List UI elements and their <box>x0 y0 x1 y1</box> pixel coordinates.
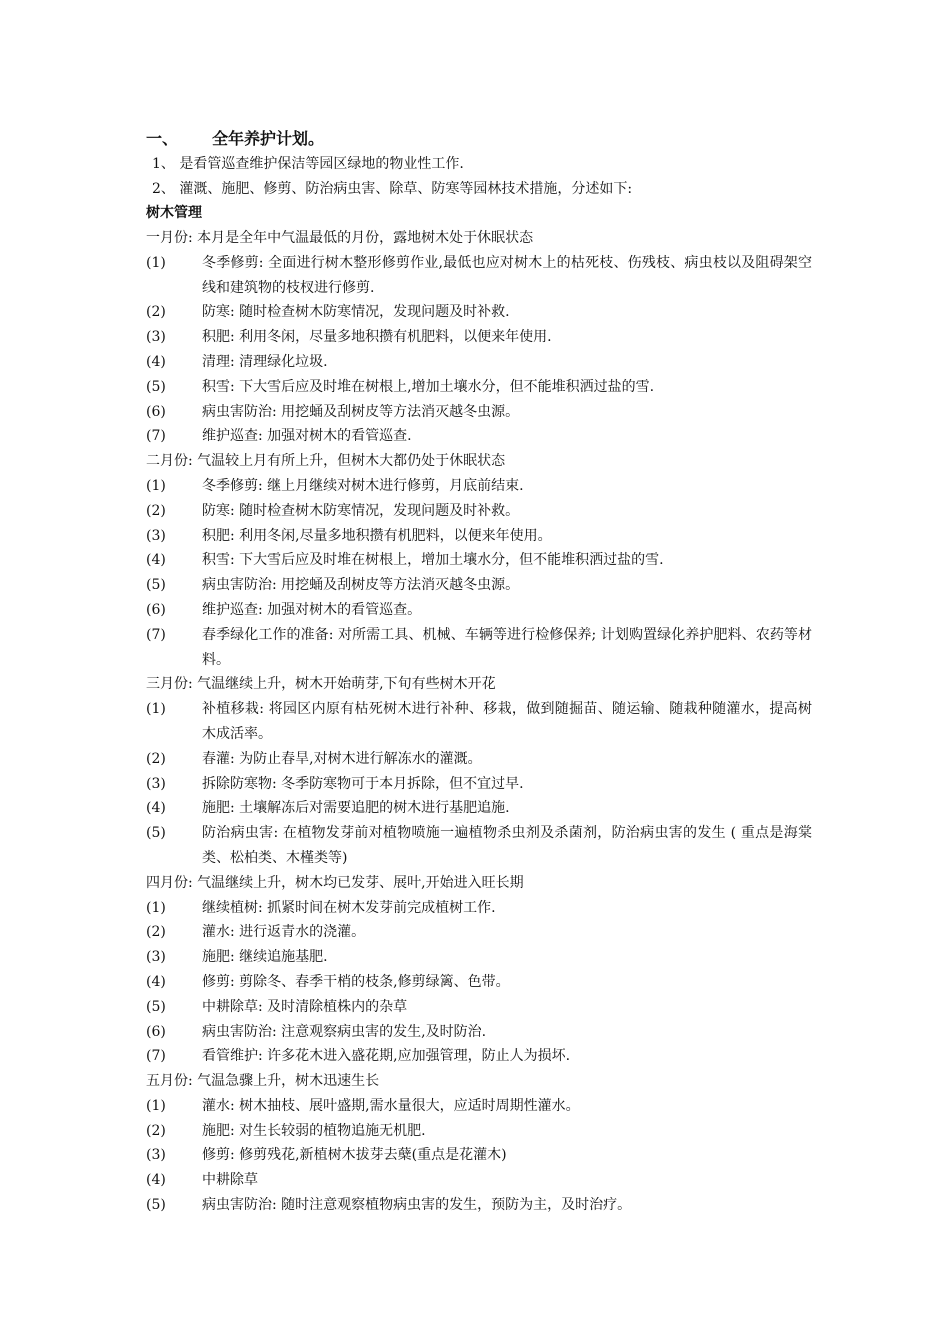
task-number: (3) <box>146 1147 166 1164</box>
task-text: 防治病虫害: 在植物发芽前对植物喷施一遍植物杀虫剂及杀菌剂，防治病虫害的发生 ( 重点是海棠类、松柏类、木槿类等) <box>202 825 812 866</box>
task-item <box>146 697 812 747</box>
task-item <box>146 1143 812 1168</box>
task-number: (5) <box>146 1197 166 1214</box>
task-text: 积肥: 利用冬闲,尽量多地积攒有机肥料，以便来年使用。 <box>202 527 552 544</box>
task-number: (4) <box>146 1172 166 1189</box>
task-item <box>146 251 812 301</box>
task-number: (5) <box>146 577 166 594</box>
task-number: (2) <box>146 924 166 941</box>
document-body <box>146 126 812 1218</box>
task-number: (4) <box>146 800 166 817</box>
task-number: (6) <box>146 601 166 618</box>
task-text: 春季绿化工作的准备: 对所需工具、机械、车辆等进行检修保养; 计划购置绿化养护肥料、农药等材料。 <box>202 626 812 668</box>
task-text: 维护巡查: 加强对树木的看管巡查. <box>202 428 412 445</box>
task-text: 病虫害防治: 注意观察病虫害的发生,及时防治. <box>202 1023 487 1040</box>
intro-line-2: 2、 灌溉、施肥、修剪、防治病虫害、除草、防寒等园林技术措施，分述如下: <box>152 180 633 197</box>
task-number: (1) <box>146 899 166 916</box>
task-item <box>146 1193 812 1218</box>
intro-line-1: 1、 是看管巡查维护保洁等园区绿地的物业性工作. <box>152 156 464 172</box>
task-item <box>146 1168 812 1193</box>
month-title: 三月份: 气温继续上升，树木开始萌芽,下旬有些树木开花 <box>146 676 496 693</box>
task-text: 清理: 清理绿化垃圾. <box>202 353 328 370</box>
task-text: 春灌: 为防止春旱,对树木进行解冻水的灌溉。 <box>202 750 482 767</box>
task-text: 冬季修剪: 继上月继续对树木进行修剪，月底前结束. <box>202 477 524 494</box>
task-number: (3) <box>146 775 166 792</box>
task-text: 冬季修剪: 全面进行树木整形修剪作业,最低也应对树木上的枯死枝、伤残枝、病虫枝以及阻碍架空线和建筑物的枝杈进行修剪. <box>202 254 812 296</box>
task-text: 修剪: 剪除冬、春季干梢的枝条,修剪绿篱、色带。 <box>202 973 510 990</box>
document-heading <box>146 126 812 152</box>
task-number: (2) <box>146 502 166 519</box>
month-title: 二月份: 气温较上月有所上升，但树木大都仍处于休眠状态 <box>146 453 506 470</box>
task-text: 修剪: 修剪残花,新植树木拔芽去蘖(重点是花灌木) <box>202 1147 507 1164</box>
task-item <box>146 499 812 524</box>
task-text: 积肥: 利用冬闲，尽量多地积攒有机肥料，以便来年使用. <box>202 329 552 346</box>
task-text: 病虫害防治: 用挖蛹及刮树皮等方法消灭越冬虫源。 <box>202 577 520 594</box>
task-number: (2) <box>146 304 166 321</box>
task-item <box>146 1119 812 1144</box>
task-text: 积雪: 下大雪后应及时堆在树根上,增加土壤水分，但不能堆积洒过盐的雪. <box>202 378 655 395</box>
task-number: (7) <box>146 1048 166 1065</box>
task-item <box>146 623 812 673</box>
task-text: 防寒: 随时检查树木防寒情况，发现问题及时补救。 <box>202 502 520 519</box>
task-number: (3) <box>146 527 166 544</box>
month-section <box>146 871 812 1069</box>
month-section <box>146 1069 812 1218</box>
task-item <box>146 1020 812 1045</box>
task-number: (1) <box>146 701 166 718</box>
task-number: (7) <box>146 428 166 445</box>
task-number: (1) <box>146 1097 166 1114</box>
task-text: 施肥: 对生长较弱的植物追施无机肥. <box>202 1122 426 1139</box>
task-number: (5) <box>146 998 166 1015</box>
task-item <box>146 400 812 425</box>
task-number: (5) <box>146 378 166 395</box>
task-text: 施肥: 土壤解冻后对需要追肥的树木进行基肥追施. <box>202 800 510 817</box>
months-container <box>146 226 812 1218</box>
task-number: (2) <box>146 750 166 767</box>
task-number: (5) <box>146 825 166 842</box>
task-text: 维护巡查: 加强对树木的看管巡查。 <box>202 601 422 618</box>
task-number: (1) <box>146 254 166 271</box>
month-section <box>146 226 812 449</box>
section-title: 树木管理 <box>146 205 202 221</box>
task-text: 补植移栽: 将园区内原有枯死树木进行补种、移栽，做到随掘苗、随运输、随栽种随灌水，提高树木成活率。 <box>202 701 812 742</box>
task-item <box>146 896 812 921</box>
task-item <box>146 424 812 449</box>
task-item <box>146 474 812 499</box>
month-title: 五月份: 气温急骤上升，树木迅速生长 <box>146 1073 380 1090</box>
task-text: 中耕除草: 及时清除植株内的杂草 <box>202 998 408 1015</box>
task-text: 积雪: 下大雪后应及时堆在树根上，增加土壤水分，但不能堆积洒过盐的雪. <box>202 552 664 569</box>
month-section <box>146 449 812 672</box>
month-title: 四月份: 气温继续上升，树木均已发芽、展叶,开始进入旺长期 <box>146 874 524 891</box>
task-item <box>146 945 812 970</box>
task-item <box>146 920 812 945</box>
task-text: 看管维护: 许多花木进入盛花期,应加强管理，防止人为损坏. <box>202 1048 571 1065</box>
task-text: 继续植树: 抓紧时间在树木发芽前完成植树工作. <box>202 899 496 916</box>
task-text: 施肥: 继续追施基肥. <box>202 949 328 966</box>
task-number: (4) <box>146 552 166 569</box>
month-section <box>146 672 812 870</box>
task-text: 防寒: 随时检查树木防寒情况，发现问题及时补救. <box>202 304 510 321</box>
task-item <box>146 796 812 821</box>
task-item <box>146 325 812 350</box>
task-item <box>146 375 812 400</box>
task-item <box>146 300 812 325</box>
task-text: 病虫害防治: 用挖蛹及刮树皮等方法消灭越冬虫源。 <box>202 403 520 420</box>
month-title: 一月份: 本月是全年中气温最低的月份，露地树木处于休眠状态 <box>146 230 534 246</box>
task-number: (6) <box>146 1023 166 1040</box>
task-number: (3) <box>146 949 166 966</box>
heading-number: 一、 <box>146 129 179 148</box>
task-text: 灌水: 进行返青水的浇灌。 <box>202 924 366 941</box>
task-number: (6) <box>146 403 166 420</box>
task-text: 病虫害防治: 随时注意观察植物病虫害的发生，预防为主，及时治疗。 <box>202 1197 632 1214</box>
task-item <box>146 573 812 598</box>
task-item <box>146 1094 812 1119</box>
task-item <box>146 1044 812 1069</box>
task-item <box>146 747 812 772</box>
task-number: (4) <box>146 353 166 370</box>
task-text: 中耕除草 <box>202 1172 258 1189</box>
task-item <box>146 548 812 573</box>
task-text: 拆除防寒物: 冬季防寒物可于本月拆除，但不宜过早. <box>202 775 524 792</box>
task-item <box>146 995 812 1020</box>
task-item <box>146 821 812 871</box>
task-item <box>146 524 812 549</box>
task-item <box>146 350 812 375</box>
task-text: 灌水: 树木抽枝、展叶盛期,需水量很大，应适时周期性灌水。 <box>202 1097 580 1114</box>
task-item <box>146 970 812 995</box>
task-number: (2) <box>146 1122 166 1139</box>
heading-title: 全年养护计划。 <box>212 129 325 148</box>
task-item <box>146 772 812 797</box>
task-number: (4) <box>146 973 166 990</box>
task-number: (1) <box>146 477 166 494</box>
task-number: (3) <box>146 329 166 346</box>
task-item <box>146 598 812 623</box>
task-number: (7) <box>146 626 166 643</box>
